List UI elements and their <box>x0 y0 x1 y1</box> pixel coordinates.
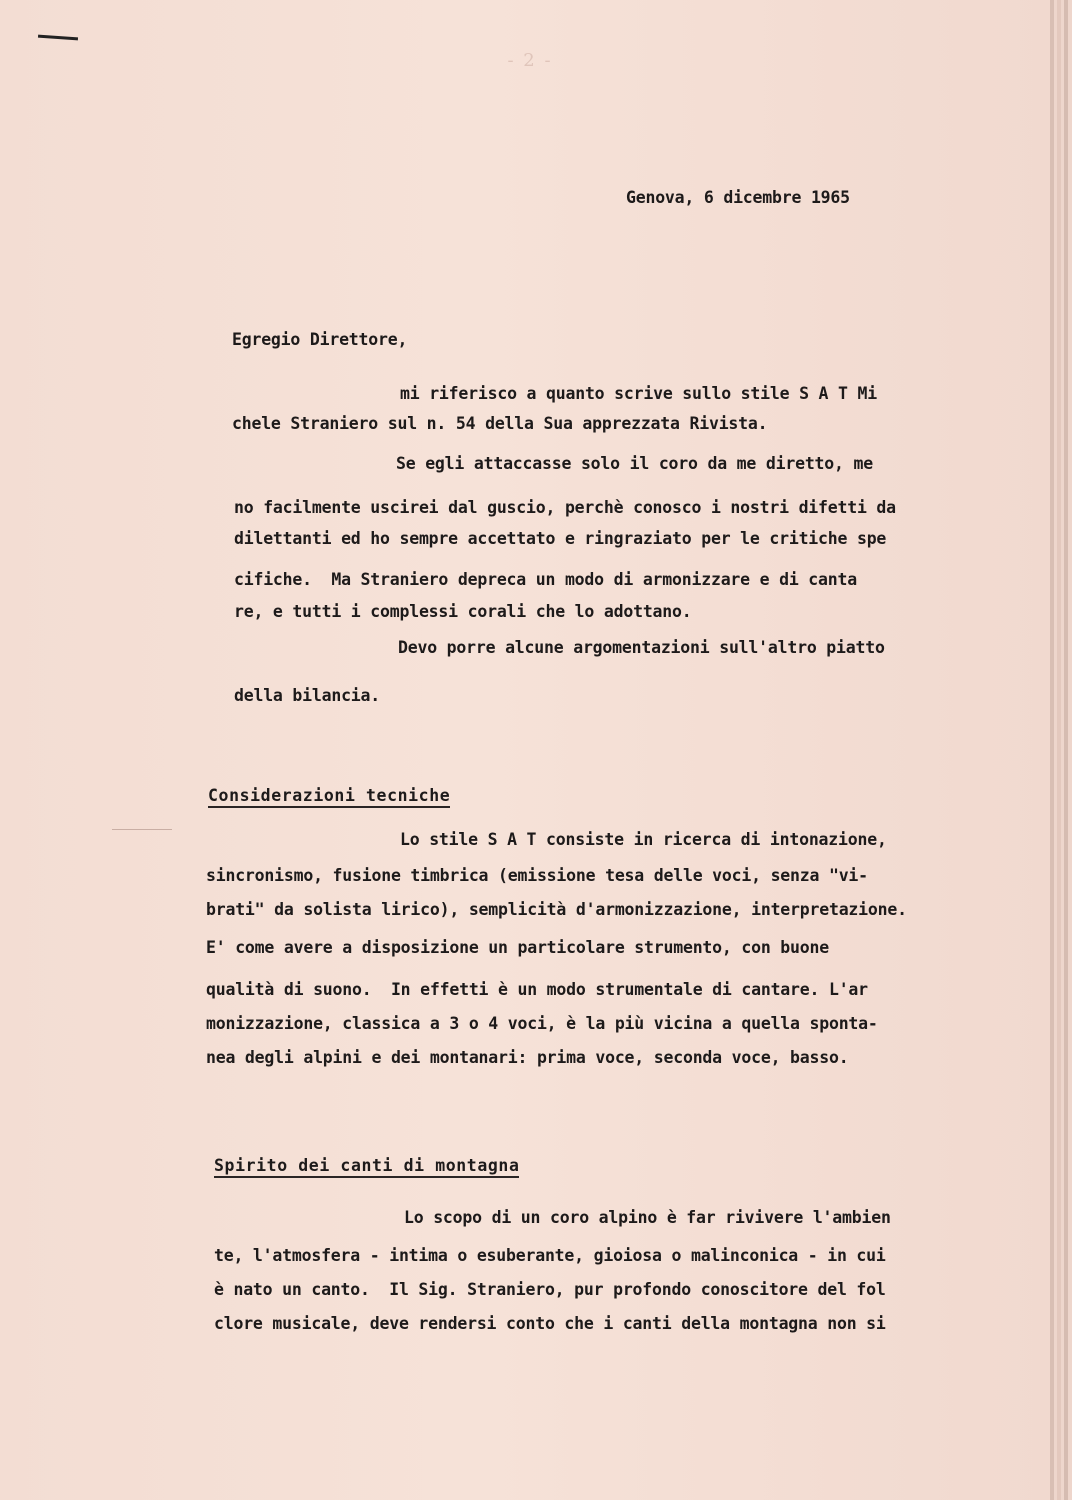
text-line: chele Straniero sul n. 54 della Sua apprezzata Rivista. <box>232 414 768 433</box>
text-line: Se egli attaccasse solo il coro da me diretto, me <box>396 454 873 473</box>
salutation: Egregio Direttore, <box>232 330 408 349</box>
date-line: Genova, 6 dicembre 1965 <box>626 188 850 207</box>
text-line: nea degli alpini e dei montanari: prima voce, seconda voce, basso. <box>206 1048 849 1067</box>
page-edge <box>1057 0 1061 1500</box>
text-line: te, l'atmosfera - intima o esuberante, gioiosa o malinconica - in cui <box>214 1246 886 1265</box>
text-line: brati" da solista lirico), semplicità d'armonizzazione, interpretazione. <box>206 900 907 919</box>
page-edge <box>1064 0 1068 1500</box>
text-line: clore musicale, deve rendersi conto che i canti della montagna non si <box>214 1314 886 1333</box>
text-line: no facilmente uscirei dal guscio, perchè conosco i nostri difetti da <box>234 498 896 517</box>
text-line: è nato un canto. Il Sig. Straniero, pur profondo conoscitore del fol <box>214 1280 886 1299</box>
text-line: Lo stile S A T consiste in ricerca di intonazione, <box>400 830 887 849</box>
text-line: Lo scopo di un coro alpino è far rivivere l'ambien <box>404 1208 891 1227</box>
text-line: Devo porre alcune argomentazioni sull'altro piatto <box>398 638 885 657</box>
page-edge <box>1050 0 1054 1500</box>
text-line: della bilancia. <box>234 686 381 705</box>
text-line: monizzazione, classica a 3 o 4 voci, è la più vicina a quella sponta- <box>206 1014 878 1033</box>
text-line: E' come avere a disposizione un particolare strumento, con buone <box>206 938 829 957</box>
text-line: dilettanti ed ho sempre accettato e ringraziato per le critiche spe <box>234 529 887 548</box>
section-heading: Spirito dei canti di montagna <box>214 1156 519 1178</box>
section-heading: Considerazioni tecniche <box>208 786 450 808</box>
text-line: sincronismo, fusione timbrica (emissione tesa delle voci, senza "vi- <box>206 866 868 885</box>
text-line: re, e tutti i complessi corali che lo adottano. <box>234 602 692 621</box>
text-line: qualità di suono. In effetti è un modo strumentale di cantare. L'ar <box>206 980 868 999</box>
text-line: cifiche. Ma Straniero depreca un modo di armonizzare e di canta <box>234 570 857 589</box>
text-line: mi riferisco a quanto scrive sullo stile S A T Mi <box>400 384 877 403</box>
page-number: - 2 - <box>507 50 553 71</box>
margin-mark <box>112 829 172 830</box>
